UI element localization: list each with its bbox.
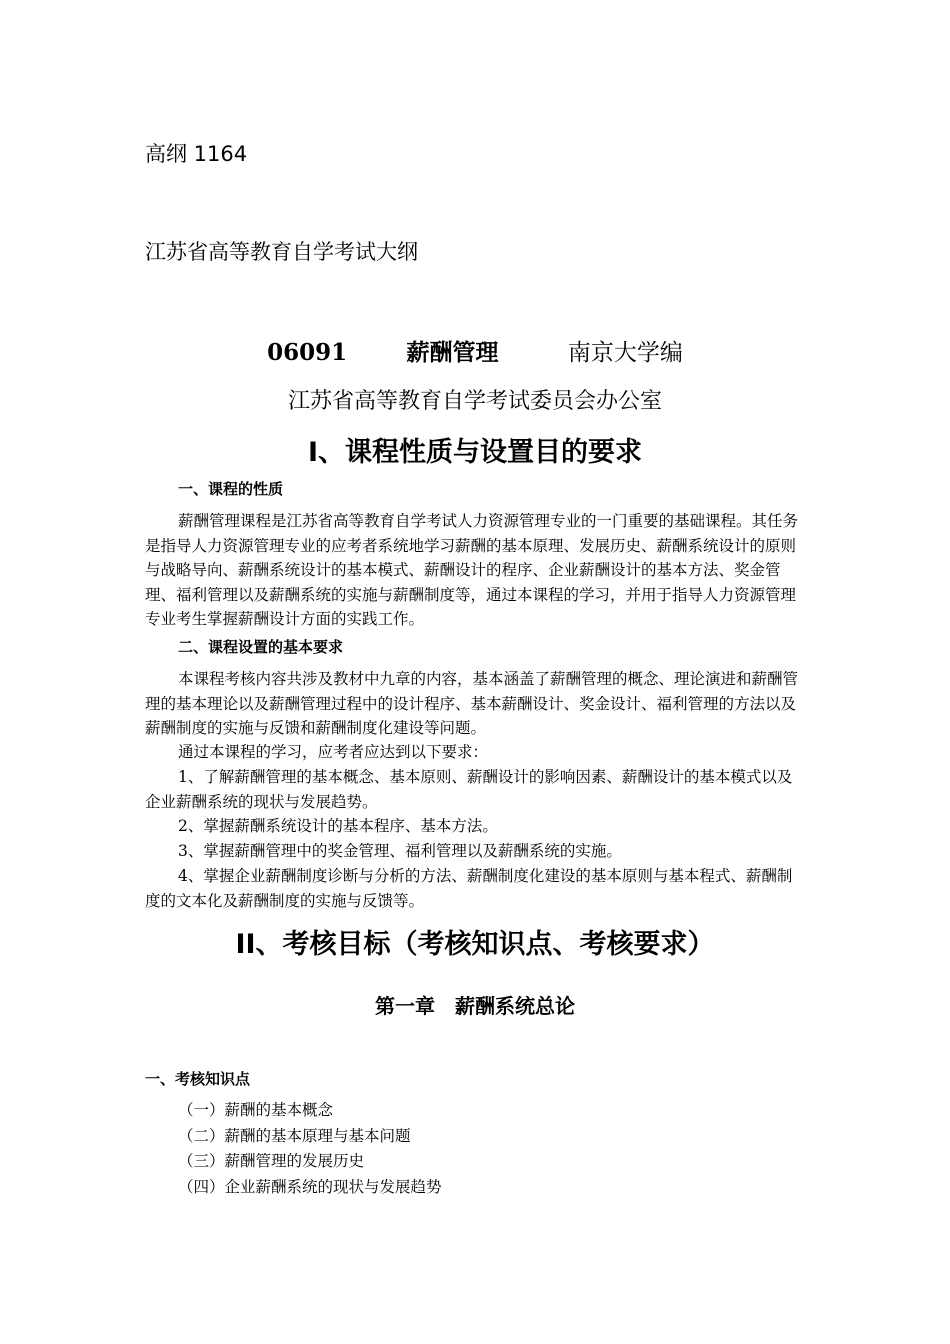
document-code: 高纲 1164 bbox=[145, 142, 248, 166]
knowledge-point-item: （三）薪酬管理的发展历史 bbox=[178, 1152, 365, 1170]
subsection-basic-requirements-heading: 二、课程设置的基本要求 bbox=[178, 638, 344, 656]
requirement-item: 3、掌握薪酬管理中的奖金管理、福利管理以及薪酬系统的实施。 bbox=[178, 842, 622, 860]
knowledge-points-heading: 一、考核知识点 bbox=[145, 1070, 251, 1088]
course-editor: 南京大学编 bbox=[567, 340, 683, 366]
course-nature-paragraph: 薪酬管理课程是江苏省高等教育自学考试人力资源管理专业的一门重要的基础课程。其任务是指导人力资源管理专业的应考者系统地学习薪酬的基本原理、发展历史、薪酬系统设计的原则与战略导向、薪酬系统设计的基本模式、薪酬设计的程序、企业薪酬设计的基本方法、奖金管理、福利管理以及薪酬系统的实施与薪酬制度等，通过本课程的学习，并用于指导人力资源管理专业考生掌握薪酬设计方面的实践工作。 bbox=[145, 512, 799, 628]
course-code: 06091 bbox=[267, 339, 348, 366]
section-2-heading: II、考核目标（考核知识点、考核要求） bbox=[235, 929, 715, 960]
section-1-heading: I、课程性质与设置目的要求 bbox=[307, 437, 643, 468]
course-name: 薪酬管理 bbox=[406, 340, 499, 366]
requirement-item: 4、掌握企业薪酬制度诊断与分析的方法、薪酬制度化建设的基本原则与基本程式、薪酬制度的文本化及薪酬制度的实施与反馈等。 bbox=[145, 867, 793, 910]
requirement-item: 1、了解薪酬管理的基本概念、基本原则、薪酬设计的影响因素、薪酬设计的基本模式以及企业薪酬系统的现状与发展趋势。 bbox=[145, 768, 793, 811]
course-info-line bbox=[0, 334, 950, 367]
requirements-intro: 通过本课程的学习，应考者应达到以下要求： bbox=[178, 743, 489, 761]
requirement-item: 2、掌握薪酬系统设计的基本程序、基本方法。 bbox=[178, 817, 498, 835]
knowledge-point-item: （四）企业薪酬系统的现状与发展趋势 bbox=[178, 1178, 442, 1196]
knowledge-point-item: （二）薪酬的基本原理与基本问题 bbox=[178, 1127, 411, 1145]
subsection-course-nature-heading: 一、课程的性质 bbox=[178, 480, 284, 498]
document-title: 江苏省高等教育自学考试大纲 bbox=[145, 240, 418, 264]
issuing-office: 江苏省高等教育自学考试委员会办公室 bbox=[287, 389, 662, 414]
basic-requirements-paragraph: 本课程考核内容共涉及教材中九章的内容，基本涵盖了薪酬管理的概念、理论演进和薪酬管理的基本理论以及薪酬管理过程中的设计程序、基本薪酬设计、奖金设计、福利管理的方法以及薪酬制度的实施与反馈和薪酬制度化建设等问题。 bbox=[145, 670, 799, 737]
chapter-1-heading: 第一章 薪酬系统总论 bbox=[375, 994, 575, 1018]
knowledge-point-item: （一）薪酬的基本概念 bbox=[178, 1101, 334, 1119]
